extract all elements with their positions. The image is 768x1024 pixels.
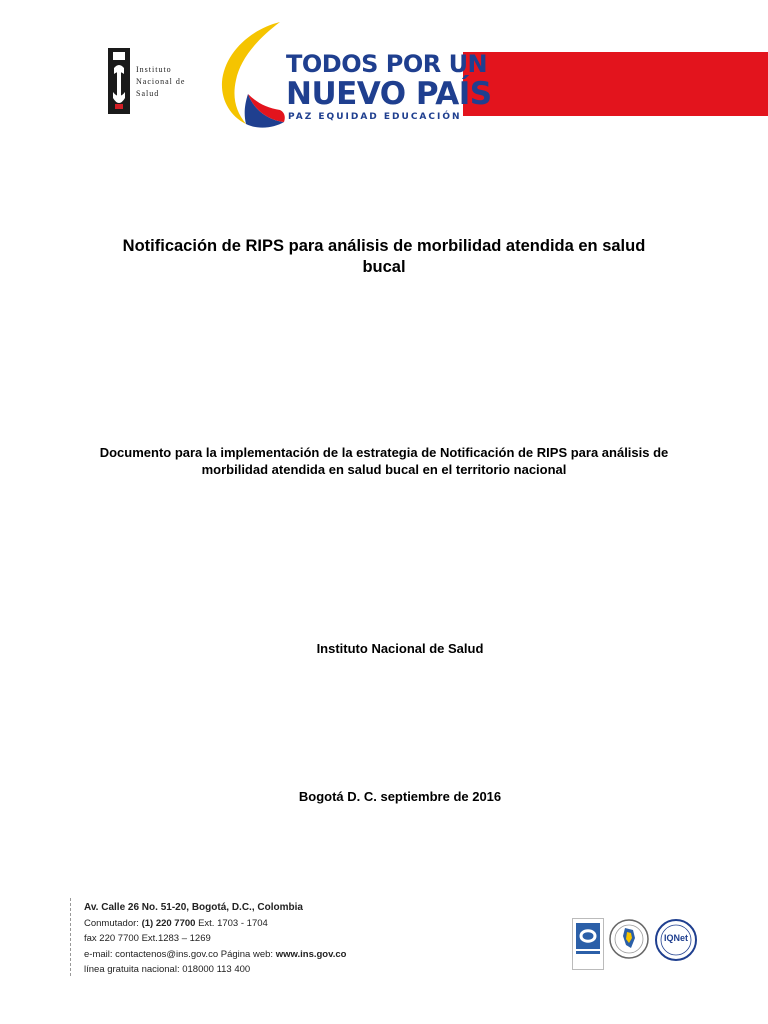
ins-logo-line: Instituto	[136, 65, 172, 74]
phone-label: Conmutador:	[84, 917, 139, 929]
footer-tollfree-line	[84, 962, 346, 978]
slogan-line-2: NUEVO PAÍS	[286, 76, 492, 112]
web-link[interactable]: www.ins.gov.co	[275, 948, 347, 960]
footer-phone-line	[84, 916, 346, 932]
footer-contact	[84, 900, 346, 978]
organization-name: Instituto Nacional de Salud	[316, 641, 484, 656]
ins-logo	[108, 46, 208, 116]
flag-swoosh-icon	[218, 20, 288, 130]
tollfree-number: 018000 113 400	[182, 964, 251, 975]
email-label: e-mail:	[84, 948, 113, 960]
phone-number: (1) 220 7700	[141, 917, 196, 929]
iqnet-label: IQNet	[663, 933, 688, 943]
document-date: Bogotá D. C. septiembre de 2016	[298, 789, 502, 804]
phone-ext: Ext. 1703 - 1704	[198, 917, 268, 929]
web-label: Página web:	[220, 948, 274, 960]
quality-cert-icon	[572, 918, 604, 970]
tollfree-label: línea gratuita nacional:	[84, 964, 180, 975]
iqnet-icon	[654, 918, 698, 962]
colombia-seal-icon	[608, 918, 650, 960]
document-title: Notificación de RIPS para análisis de morbilidad atendida en salud bucal	[122, 237, 646, 276]
campaign-banner	[218, 20, 768, 130]
slogan-line-1: TODOS POR UN	[286, 50, 488, 78]
slogan-tagline: PAZ EQUIDAD EDUCACIÓN	[288, 112, 462, 122]
footer-divider	[70, 898, 71, 976]
footer-address: Av. Calle 26 No. 51-20, Bogotá, D.C., Colombia	[84, 902, 303, 913]
email-link[interactable]: contactenos@ins.gov.co	[115, 948, 219, 960]
footer-email-line	[84, 947, 346, 963]
ins-logo-line: Salud	[136, 89, 160, 98]
ins-logo-text	[136, 64, 185, 100]
ins-emblem-icon	[108, 48, 130, 114]
ins-logo-line: Nacional de	[136, 77, 186, 86]
document-subtitle: Documento para la implementación de la estrategia de Notificación de RIPS para análisis de morbilidad atendida en salud bucal en el territorio nacional	[99, 445, 669, 477]
red-band	[463, 52, 768, 116]
quality-cert-graphic	[573, 919, 603, 959]
footer-fax: fax 220 7700 Ext.1283 – 1269	[84, 933, 211, 944]
